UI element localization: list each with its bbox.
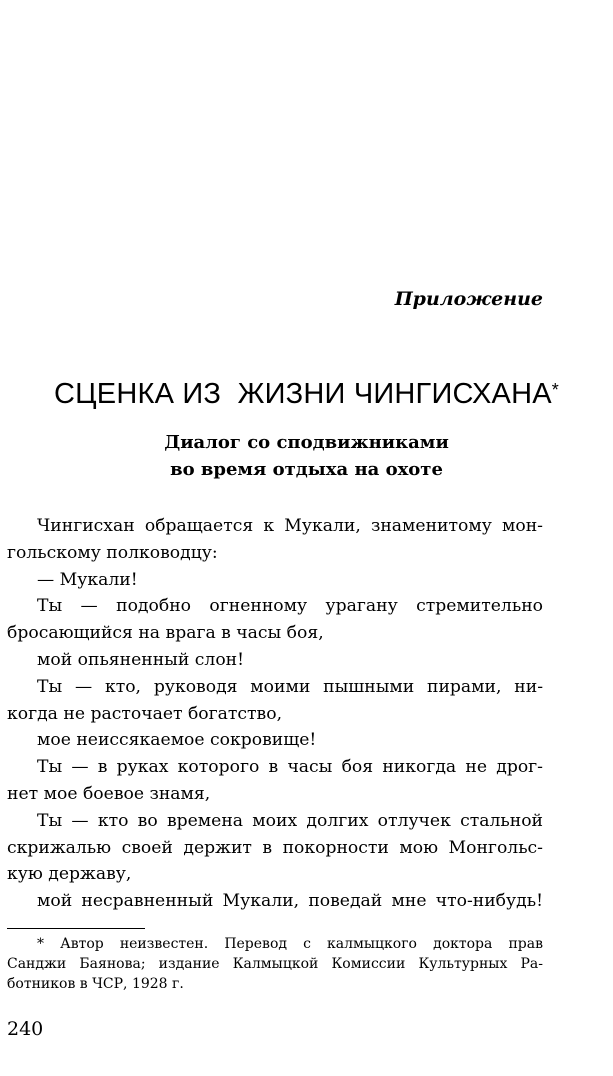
footnote-line: Санджи Баянова; издание Калмыцкой Комиссии Культурных Ра-: [7, 956, 543, 972]
body-line: мое неиссякаемое сокровище!: [37, 730, 317, 751]
body-line: Ты — кто, руководя моими пышными пирами, ни-: [37, 676, 543, 697]
chapter-title-text: СЦЕНКА ИЗ ЖИЗНИ ЧИНГИСХАНА: [54, 378, 552, 410]
body-line: — Мукали!: [37, 569, 138, 590]
body-line: бросающийся на врага в часы боя,: [7, 623, 324, 644]
body-line: гольскому полководцу:: [7, 542, 218, 563]
body-line: Чингисхан обращается к Мукали, знаменитому мон-: [37, 516, 543, 536]
body-line: нет мое боевое знамя,: [7, 783, 211, 804]
body-line: мой несравненный Мукали, поведай мне что-нибудь!: [37, 891, 543, 912]
page-number: 240: [7, 1018, 44, 1040]
footnote-line: * Автор неизвестен. Перевод с калмыцкого доктора прав: [37, 936, 543, 952]
body-line: скрижалью своей держит в покорности мою Монгольс-: [7, 837, 543, 858]
body-line: Ты — кто во времена моих долгих отлучек стальной: [37, 810, 543, 831]
body-line: мой опьяненный слон!: [37, 649, 245, 670]
footnote-marker: *: [551, 380, 559, 400]
footnote-line: ботников в ЧСР, 1928 г.: [7, 976, 184, 992]
body-line: Ты — подобно огненному урагану стремительно: [37, 596, 543, 617]
subtitle: [0, 429, 613, 483]
chapter-title: [0, 378, 613, 411]
subtitle-line: Диалог со сподвижниками: [164, 432, 449, 453]
body-line: Ты — в руках которого в часы боя никогда не дрог-: [37, 757, 543, 778]
body-line: кую державу,: [7, 864, 132, 885]
body-text: [7, 513, 543, 915]
footnote-divider: [7, 928, 145, 929]
footnote: [7, 934, 543, 994]
subtitle-line: во время отдыха на охоте: [170, 459, 443, 480]
section-label: Приложение: [394, 288, 543, 310]
body-line: когда не расточает богатство,: [7, 703, 283, 724]
